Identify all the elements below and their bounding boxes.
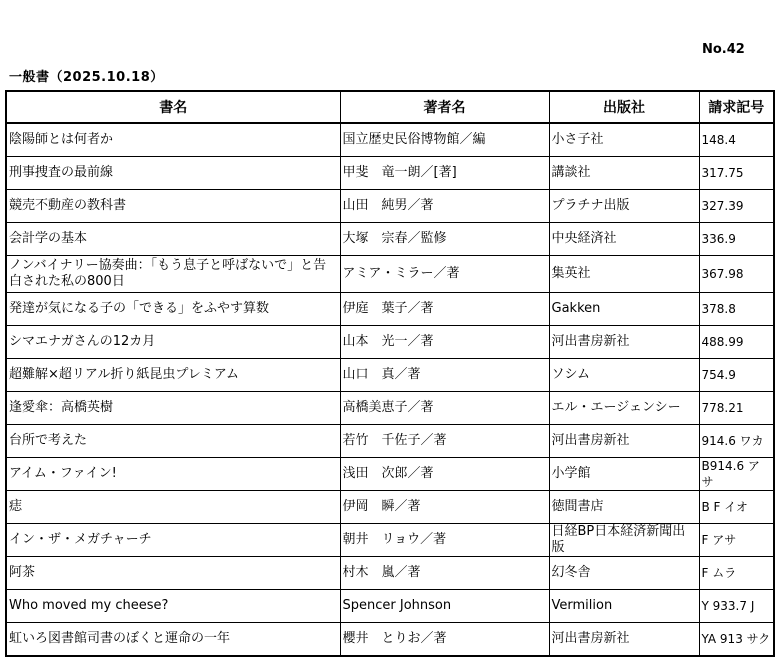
table-row: [6, 392, 774, 425]
publisher-cell: ソシム: [549, 359, 699, 392]
author-cell: アミア・ミラー／著: [340, 256, 549, 293]
book-list-table: [5, 90, 775, 657]
table-row: [6, 590, 774, 623]
book-title-cell: Who moved my cheese?: [6, 590, 340, 623]
publisher-cell: エル・エージェンシー: [549, 392, 699, 425]
author-cell: 伊岡 瞬／著: [340, 491, 549, 524]
table-header-row: [6, 91, 774, 123]
author-cell: 山田 純男／著: [340, 190, 549, 223]
book-title-cell: シマエナガさんの12カ月: [6, 326, 340, 359]
table-row: [6, 491, 774, 524]
book-title-cell: 痣: [6, 491, 340, 524]
author-cell: 伊庭 葉子／著: [340, 293, 549, 326]
author-cell: 高橋美恵子／著: [340, 392, 549, 425]
table-body: [6, 123, 774, 656]
call-number-cell: 336.9: [699, 223, 774, 256]
book-title-cell: 陰陽師とは何者か: [6, 123, 340, 157]
publisher-cell: 河出書房新社: [549, 623, 699, 657]
call-number-cell: YA 913 サク: [699, 623, 774, 657]
table-row: [6, 293, 774, 326]
call-number-cell: 148.4: [699, 123, 774, 157]
table-row: [6, 256, 774, 293]
call-number-cell: 778.21: [699, 392, 774, 425]
table-row: [6, 458, 774, 491]
book-title-cell: 虹いろ図書館司書のぼくと運命の一年: [6, 623, 340, 657]
call-number-cell: 327.39: [699, 190, 774, 223]
book-title-cell: 刑事捜査の最前線: [6, 157, 340, 190]
author-cell: 朝井 リョウ／著: [340, 524, 549, 557]
publisher-cell: プラチナ出版: [549, 190, 699, 223]
table-row: [6, 223, 774, 256]
call-number-cell: 317.75: [699, 157, 774, 190]
book-title-cell: 逢愛傘：高橋英樹: [6, 392, 340, 425]
call-number-cell: F ムラ: [699, 557, 774, 590]
publisher-cell: 河出書房新社: [549, 326, 699, 359]
publisher-cell: 河出書房新社: [549, 425, 699, 458]
call-number-cell: 378.8: [699, 293, 774, 326]
table-row: [6, 123, 774, 157]
table-row: [6, 524, 774, 557]
publisher-cell: 日経BP日本経済新聞出版: [549, 524, 699, 557]
call-number-cell: B914.6 アサ: [699, 458, 774, 491]
author-cell: 山本 光一／著: [340, 326, 549, 359]
book-title-cell: イン・ザ・メガチャーチ: [6, 524, 340, 557]
publisher-cell: 中央経済社: [549, 223, 699, 256]
document-number: No.42: [702, 42, 745, 57]
author-cell: 甲斐 竜一朗／[著]: [340, 157, 549, 190]
call-number-cell: F アサ: [699, 524, 774, 557]
table-row: [6, 557, 774, 590]
call-number-cell: Y 933.7 J: [699, 590, 774, 623]
publisher-cell: 集英社: [549, 256, 699, 293]
author-cell: 村木 嵐／著: [340, 557, 549, 590]
author-cell: 浅田 次郎／著: [340, 458, 549, 491]
book-title-cell: アイム・ファイン!: [6, 458, 340, 491]
table-row: [6, 190, 774, 223]
publisher-cell: Vermilion: [549, 590, 699, 623]
author-cell: Spencer Johnson: [340, 590, 549, 623]
author-cell: 櫻井 とりお／著: [340, 623, 549, 657]
book-title-cell: 超難解×超リアル折り紙昆虫プレミアム: [6, 359, 340, 392]
document-title: 一般書（2025.10.18）: [9, 70, 164, 85]
call-number-cell: B F イオ: [699, 491, 774, 524]
publisher-cell: 小さ子社: [549, 123, 699, 157]
column-header-title: 書名: [6, 91, 340, 123]
book-title-cell: 会計学の基本: [6, 223, 340, 256]
column-header-author: 著者名: [340, 91, 549, 123]
publisher-cell: 徳間書店: [549, 491, 699, 524]
author-cell: 大塚 宗春／監修: [340, 223, 549, 256]
publisher-cell: 講談社: [549, 157, 699, 190]
table-row: [6, 326, 774, 359]
call-number-cell: 488.99: [699, 326, 774, 359]
call-number-cell: 754.9: [699, 359, 774, 392]
table-row: [6, 623, 774, 657]
author-cell: 山口 真／著: [340, 359, 549, 392]
author-cell: 国立歴史民俗博物館／編: [340, 123, 549, 157]
publisher-cell: Gakken: [549, 293, 699, 326]
author-cell: 若竹 千佐子／著: [340, 425, 549, 458]
publisher-cell: 幻冬舎: [549, 557, 699, 590]
column-header-call-number: 請求記号: [699, 91, 774, 123]
column-header-publisher: 出版社: [549, 91, 699, 123]
book-title-cell: 台所で考えた: [6, 425, 340, 458]
call-number-cell: 914.6 ワカ: [699, 425, 774, 458]
publisher-cell: 小学館: [549, 458, 699, 491]
table-row: [6, 425, 774, 458]
book-title-cell: 競売不動産の教科書: [6, 190, 340, 223]
book-title-cell: 発達が気になる子の「できる」をふやす算数: [6, 293, 340, 326]
table-row: [6, 157, 774, 190]
call-number-cell: 367.98: [699, 256, 774, 293]
book-title-cell: ノンバイナリー協奏曲：「もう息子と呼ばないで」と告白された私の800日: [6, 256, 340, 293]
table-row: [6, 359, 774, 392]
book-title-cell: 阿茶: [6, 557, 340, 590]
